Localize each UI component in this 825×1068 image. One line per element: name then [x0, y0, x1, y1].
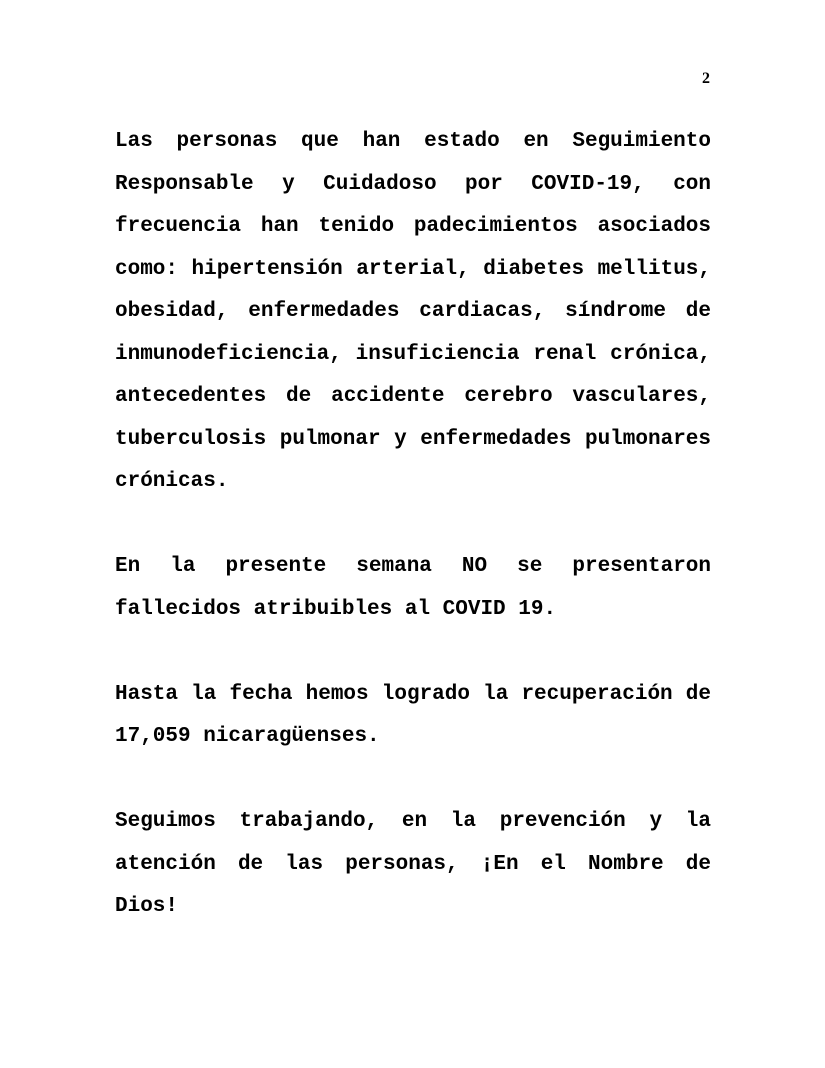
paragraph-closing: Seguimos trabajando, en la prevención y la atención de las personas, ¡En el Nombre de Dios! [115, 810, 711, 918]
paragraph-comorbidities: Las personas que han estado en Seguimiento Responsable y Cuidadoso por COVID-19, con frecuencia han tenido padecimientos asociados como: hipertensión arterial, diabetes mellitus, obesidad, enfermedades cardiacas, síndrome de inmunodeficiencia, insuficiencia renal crónica, antecedentes de accidente cerebro vasculares, tuberculosis pulmonar y enfermedades pulmonares crónicas. [115, 130, 711, 493]
paragraph-recoveries: Hasta la fecha hemos logrado la recuperación de 17,059 nicaragüenses. [115, 682, 711, 748]
document-body [115, 121, 711, 971]
paragraph-deaths: En la presente semana NO se presentaron fallecidos atribuibles al COVID 19. [115, 555, 711, 621]
page-number: 2 [702, 70, 710, 87]
